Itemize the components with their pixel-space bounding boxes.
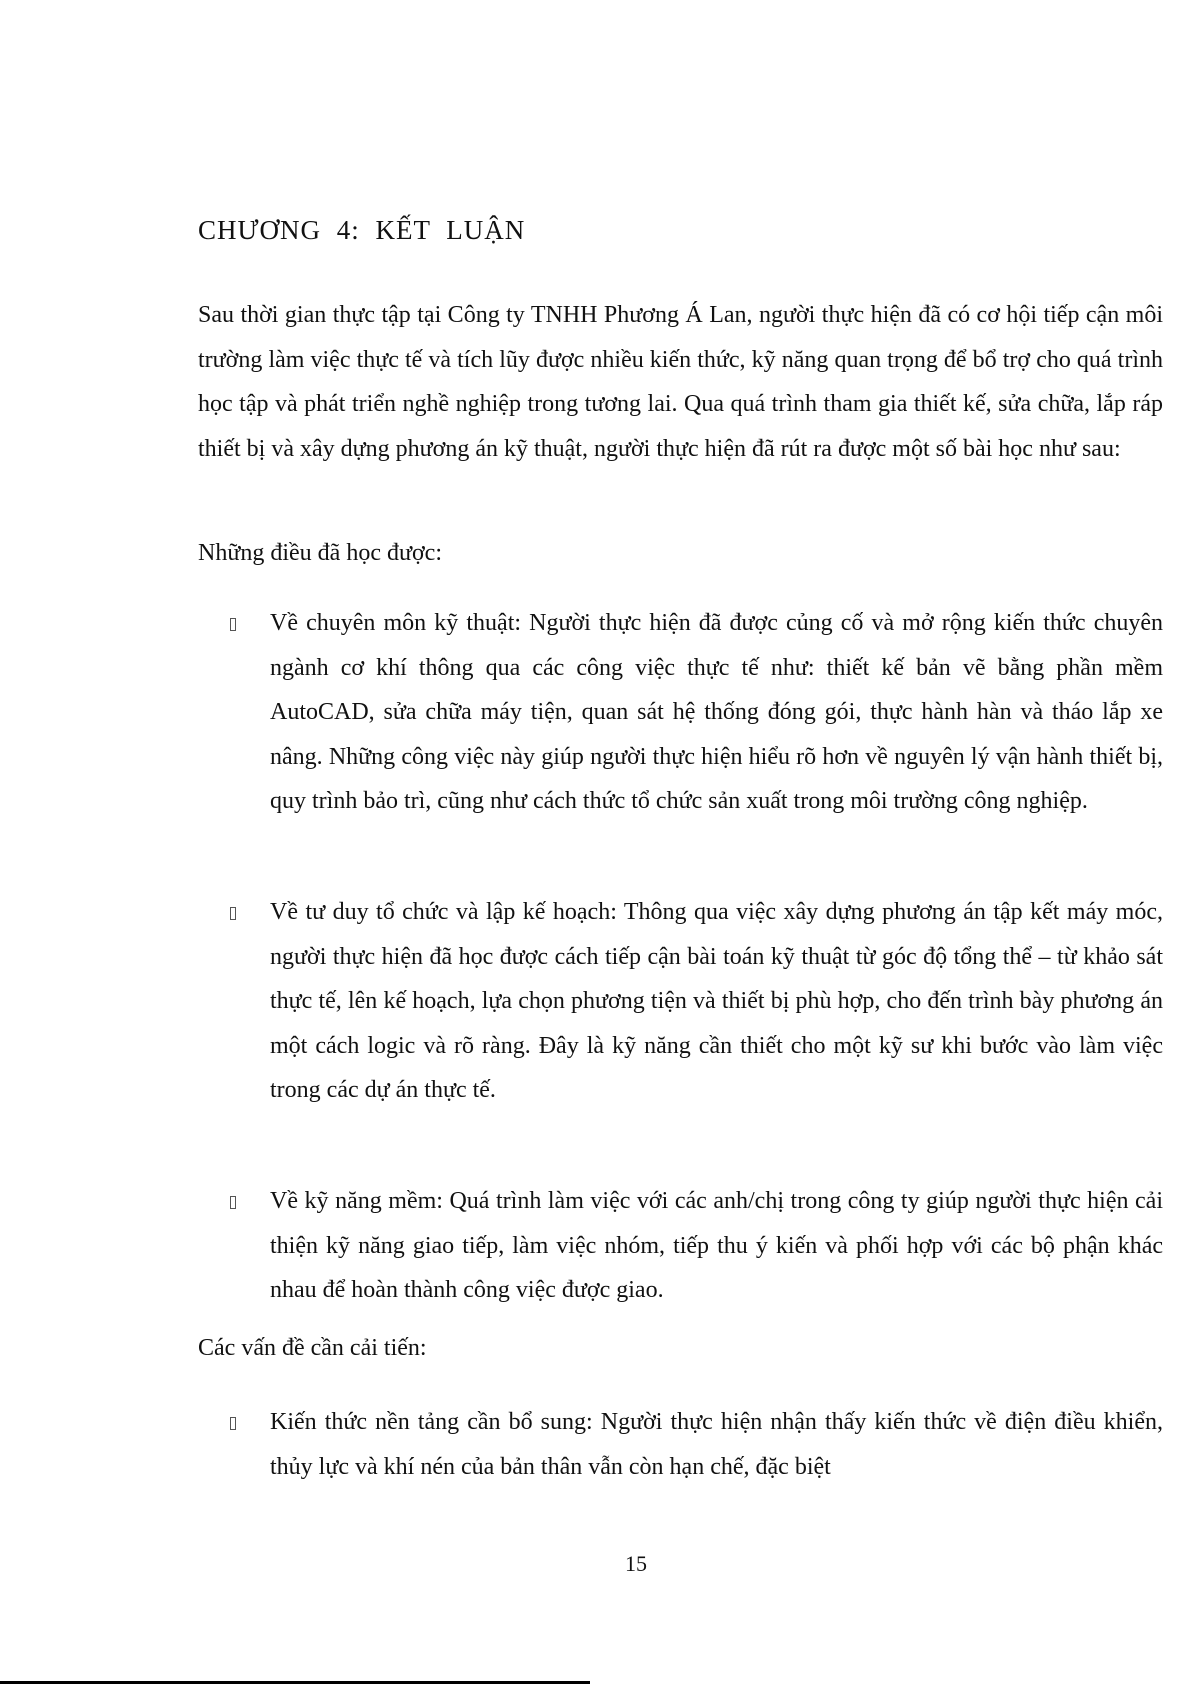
- section-label-improve: Các vấn đề cần cải tiến:: [198, 1335, 427, 1361]
- list-item-text: Kiến thức nền tảng cần bổ sung: Người thực hiện nhận thấy kiến thức về điện điều khiển, thủy lực và khí nén của bản thân vẫn còn hạn chế, đặc biệt: [270, 1409, 1163, 1480]
- intro-paragraph: Sau thời gian thực tập tại Công ty TNHH Phương Á Lan, người thực hiện đã có cơ hội tiếp cận môi trường làm việc thực tế và tích lũy được nhiều kiến thức, kỹ năng quan trọng để bổ trợ cho quá trình học tập và phát triển nghề nghiệp trong tương lai. Qua quá trình tham gia thiết kế, sửa chữa, lắp ráp thiết bị và xây dựng phương án kỹ thuật, người thực hiện đã rút ra được một số bài học như sau:: [198, 302, 1163, 462]
- page-number: 15: [625, 1551, 647, 1576]
- section-label-learned: Những điều đã học được:: [198, 540, 442, 566]
- bullet-icon: [230, 618, 236, 631]
- list-item-text: Về chuyên môn kỹ thuật: Người thực hiện đã được củng cố và mở rộng kiến thức chuyên ngành cơ khí thông qua các công việc thực tế như: thiết kế bản vẽ bằng phần mềm AutoCAD, sửa chữa máy tiện, quan sát hệ thống đóng gói, thực hành hàn và tháo lắp xe nâng. Những công việc này giúp người thực hiện hiểu rõ hơn về nguyên lý vận hành thiết bị, quy trình bảo trì, cũng như cách thức tổ chức sản xuất trong môi trường công nghiệp.: [270, 610, 1163, 814]
- footer-divider: [0, 1681, 590, 1684]
- chapter-title: CHƯƠNG 4: KẾT LUẬN: [198, 215, 526, 245]
- bullet-icon: [230, 907, 236, 920]
- bullet-icon: [230, 1196, 236, 1209]
- bullet-icon: [230, 1417, 236, 1430]
- list-item-text: Về tư duy tổ chức và lập kế hoạch: Thông qua việc xây dựng phương án tập kết máy móc, người thực hiện đã học được cách tiếp cận bài toán kỹ thuật từ góc độ tổng thể – từ khảo sát thực tế, lên kế hoạch, lựa chọn phương tiện và thiết bị phù hợp, cho đến trình bày phương án một cách logic và rõ ràng. Đây là kỹ năng cần thiết cho một kỹ sư khi bước vào làm việc trong các dự án thực tế.: [270, 899, 1163, 1103]
- list-item-text: Về kỹ năng mềm: Quá trình làm việc với các anh/chị trong công ty giúp người thực hiện cải thiện kỹ năng giao tiếp, làm việc nhóm, tiếp thu ý kiến và phối hợp với các bộ phận khác nhau để hoàn thành công việc được giao.: [270, 1188, 1163, 1303]
